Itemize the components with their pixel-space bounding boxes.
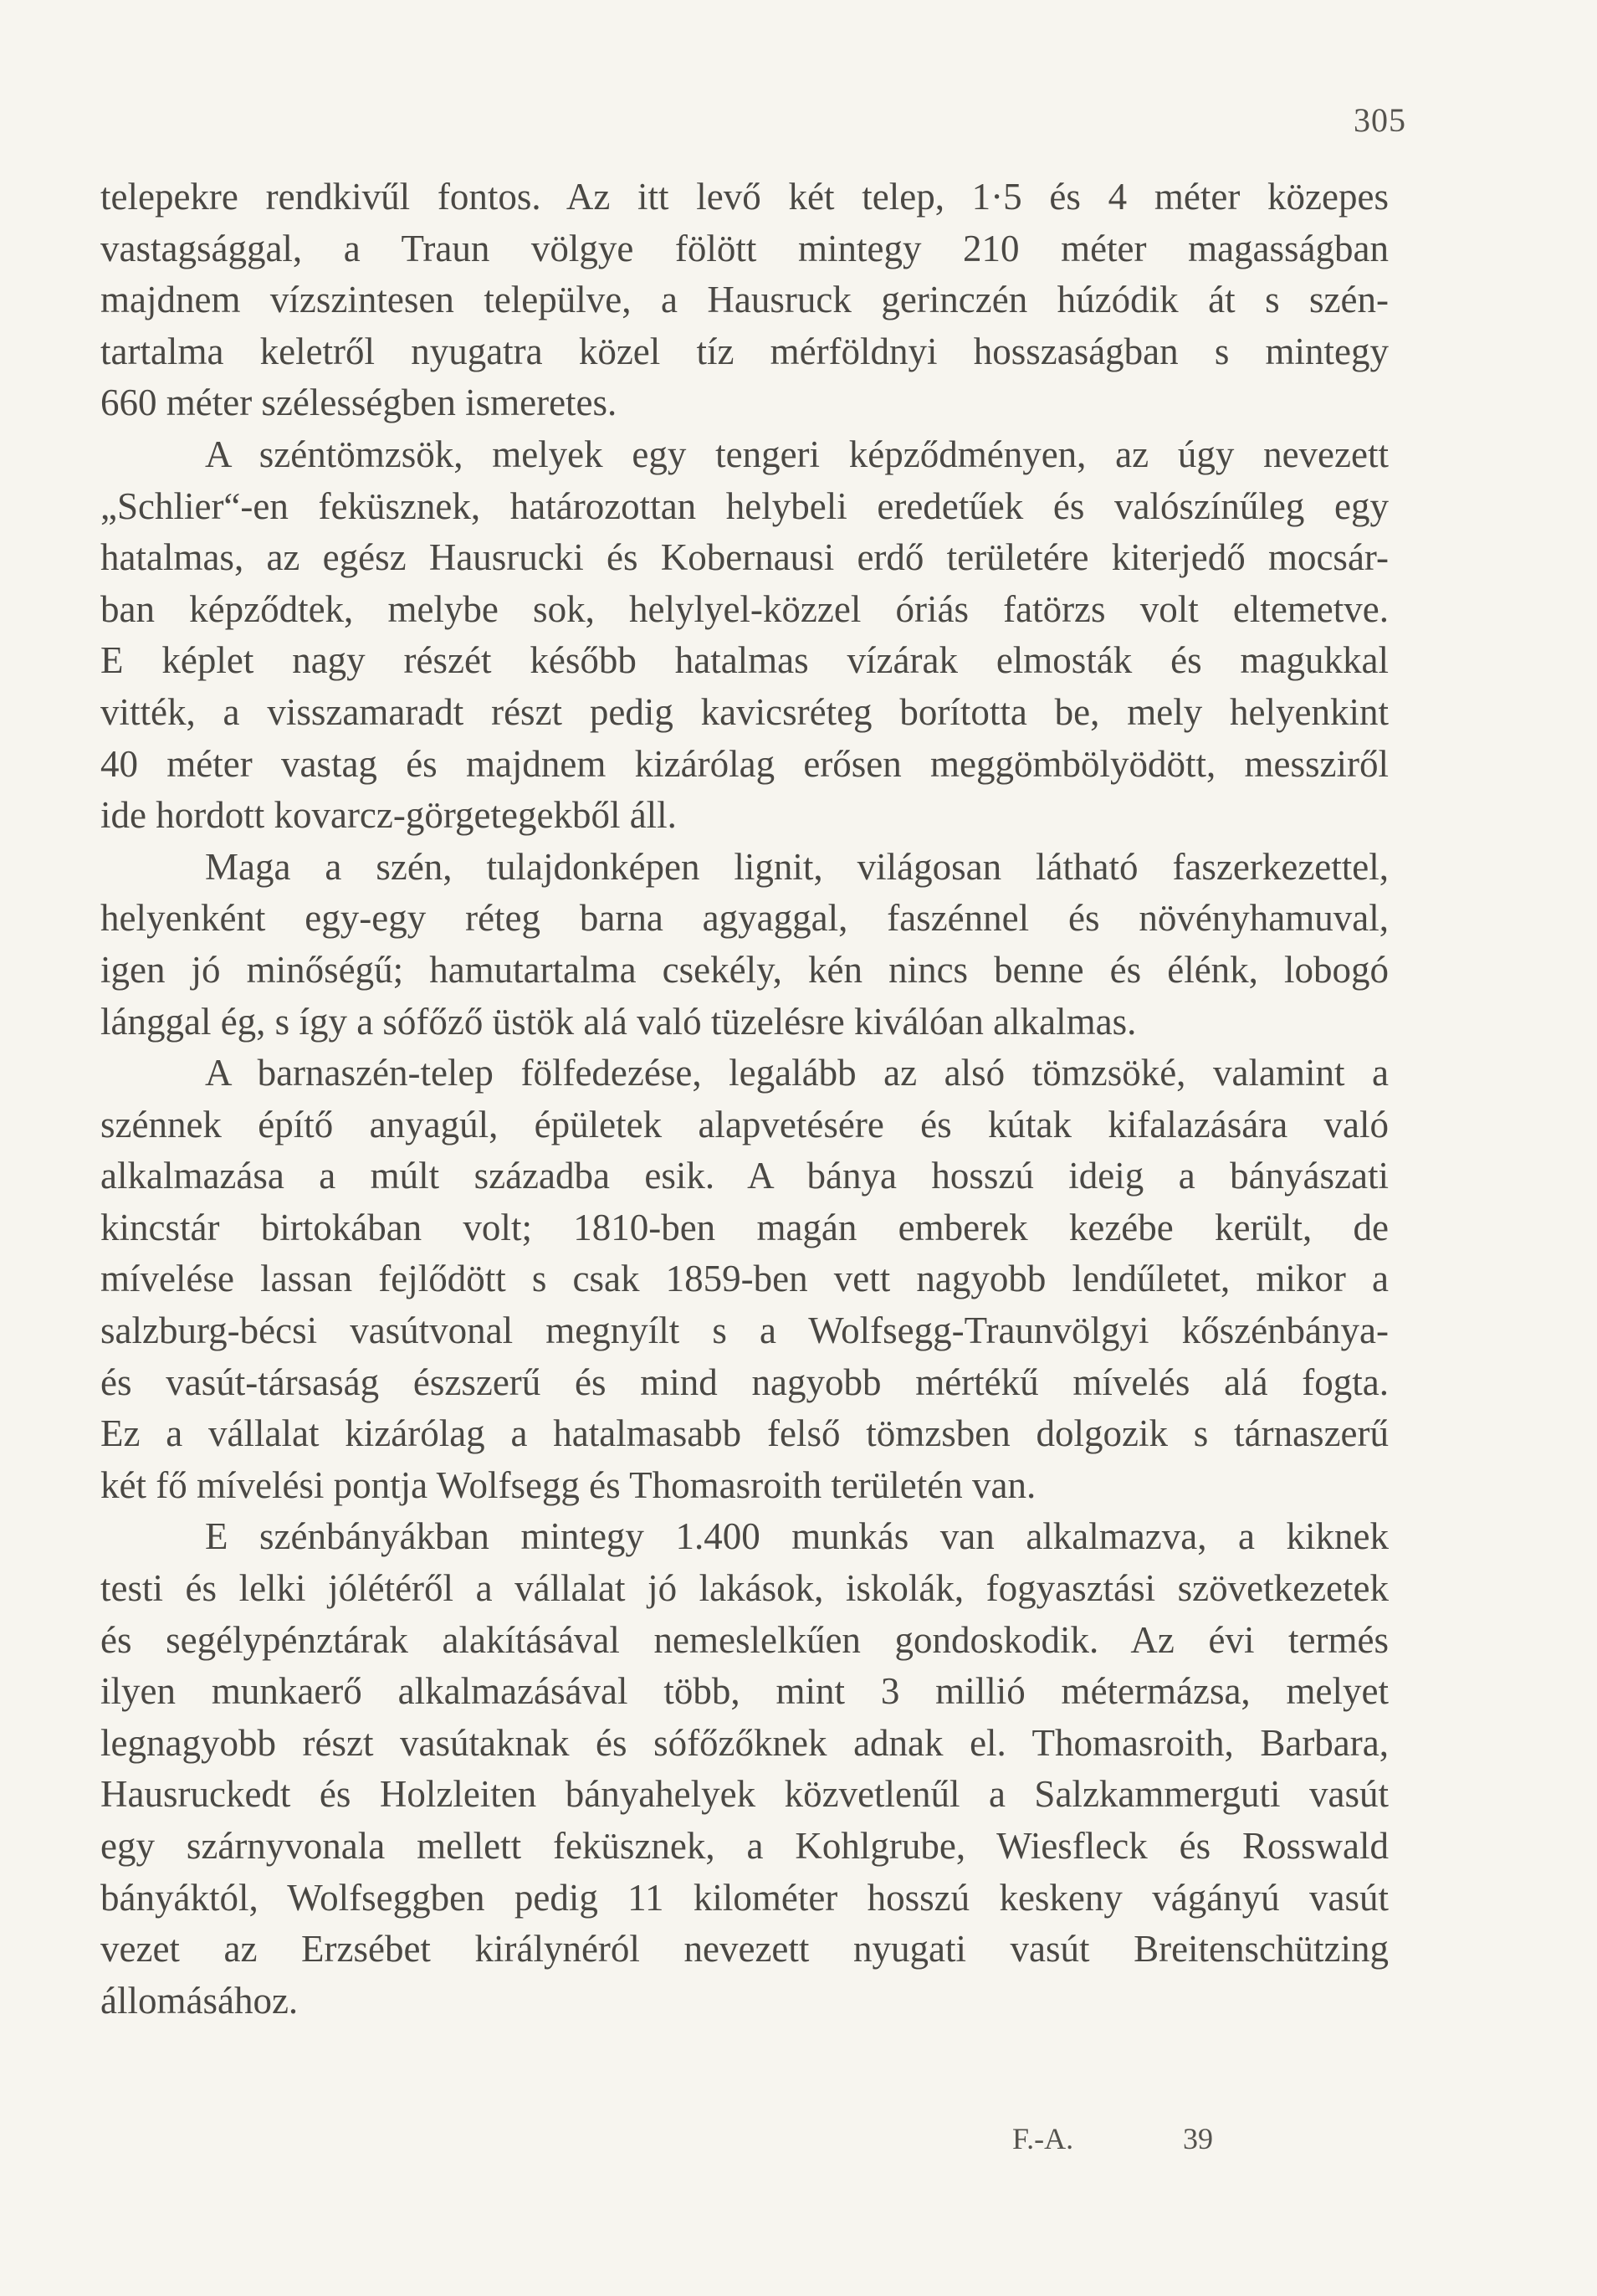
text-line: ban képződtek, melybe sok, helylyel-közzel óriás fatörzs volt eltemetve. [100,587,1389,630]
text-line: telepekre rendkivűl fontos. Az itt levő két telep, 1·5 és 4 méter közepes [100,176,1389,218]
text-line: A széntömzsök, melyek egy tengeri képződményen, az úgy nevezett [205,433,1389,475]
text-line: két fő mívelési pontja Wolfsegg és Thomasroith területén van. [100,1463,1037,1506]
text-line: E képlet nagy részét később hatalmas vízárak elmosták és magukkal [100,639,1389,682]
text-line: „Schlier“-en feküsznek, határozottan helybeli eredetűek és valószínűleg egy [100,484,1389,527]
text-line: bányáktól, Wolfseggben pedig 11 kilométer hosszú keskeny vágányú vasút [100,1876,1389,1919]
text-line: majdnem vízszintesen települve, a Hausruck gerinczén húzódik át s szén- [100,279,1389,321]
text-line: E szénbányákban mintegy 1.400 munkás van alkalmazva, a kiknek [205,1515,1389,1558]
page-number: 305 [1354,101,1406,139]
text-line: egy szárnyvonala mellett feküsznek, a Kohlgrube, Wiesfleck és Rosswald [100,1825,1389,1867]
text-line: vitték, a visszamaradt részt pedig kavicsréteg borította be, mely helyenkint [100,690,1389,733]
text-line: igen jó minőségű; hamutartalma csekély, kén nincs benne és élénk, lobogó [100,948,1389,991]
signature-number: 39 [1183,2122,1213,2155]
text-line: hatalmas, az egész Hausrucki és Kobernausi erdő területére kiterjedő mocsár- [100,536,1389,579]
printer-signature [1012,2121,1213,2156]
text-line: Maga a szén, tulajdonképen lignit, világosan látható faszerkezettel, [205,845,1389,888]
signature-mark: F.-A. [1012,2122,1074,2155]
text-line: állomásához. [100,1979,299,2022]
text-line: alkalmazása a múlt századba esik. A bánya hosszú ideig a bányászati [100,1155,1389,1197]
text-line: salzburg-bécsi vasútvonal megnyílt s a Wolfsegg-Traunvölgyi kőszénbánya- [100,1309,1389,1352]
text-line: Ez a vállalat kizárólag a hatalmasabb felső tömzsben dolgozik s tárnaszerű [100,1412,1389,1455]
text-line: helyenként egy-egy réteg barna agyaggal, faszénnel és növényhamuval, [100,897,1389,940]
text-line: A barnaszén-telep fölfedezése, legalább az alsó tömzsöké, valamint a [205,1052,1389,1094]
text-line: kincstár birtokában volt; 1810-ben magán emberek kezébe került, de [100,1206,1389,1248]
text-line: ide hordott kovarcz-görgetegekből áll. [100,794,677,837]
text-line: Hausruckedt és Holzleiten bányahelyek közvetlenűl a Salzkammerguti vasút [100,1773,1389,1816]
text-line: tartalma keletről nyugatra közel tíz mérföldnyi hosszaságban s mintegy [100,330,1389,372]
text-line: és vasút-társaság észszerű és mind nagyobb mértékű mívelés alá fogta. [100,1361,1389,1403]
body-text [100,172,1389,2027]
text-line: szénnek építő anyagúl, épületek alapvetésére és kútak kifalazására való [100,1103,1389,1145]
text-line: vastagsággal, a Traun völgye fölött mintegy 210 méter magasságban [100,227,1389,269]
text-line: legnagyobb részt vasútaknak és sófőzőknek adnak el. Thomasroith, Barbara, [100,1721,1389,1764]
text-line: mívelése lassan fejlődött s csak 1859-ben vett nagyobb lendűletet, mikor a [100,1258,1389,1300]
text-line: és segélypénztárak alakításával nemeslelkűen gondoskodik. Az évi termés [100,1618,1389,1661]
text-line: testi és lelki jólétéről a vállalat jó lakások, iskolák, fogyasztási szövetkezetek [100,1567,1389,1610]
text-line: lánggal ég, s így a sófőző üstök alá való tüzelésre kiválóan alkalmas. [100,1000,1137,1043]
text-line: vezet az Erzsébet királynéról nevezett nyugati vasút Breitenschützing [100,1928,1389,1971]
text-line: 40 méter vastag és majdnem kizárólag erősen meggömbölyödött, messziről [100,742,1389,785]
text-line: 660 méter szélességben ismeretes. [100,382,617,424]
text-line: ilyen munkaerő alkalmazásával több, mint 3 millió métermázsa, melyet [100,1670,1389,1713]
